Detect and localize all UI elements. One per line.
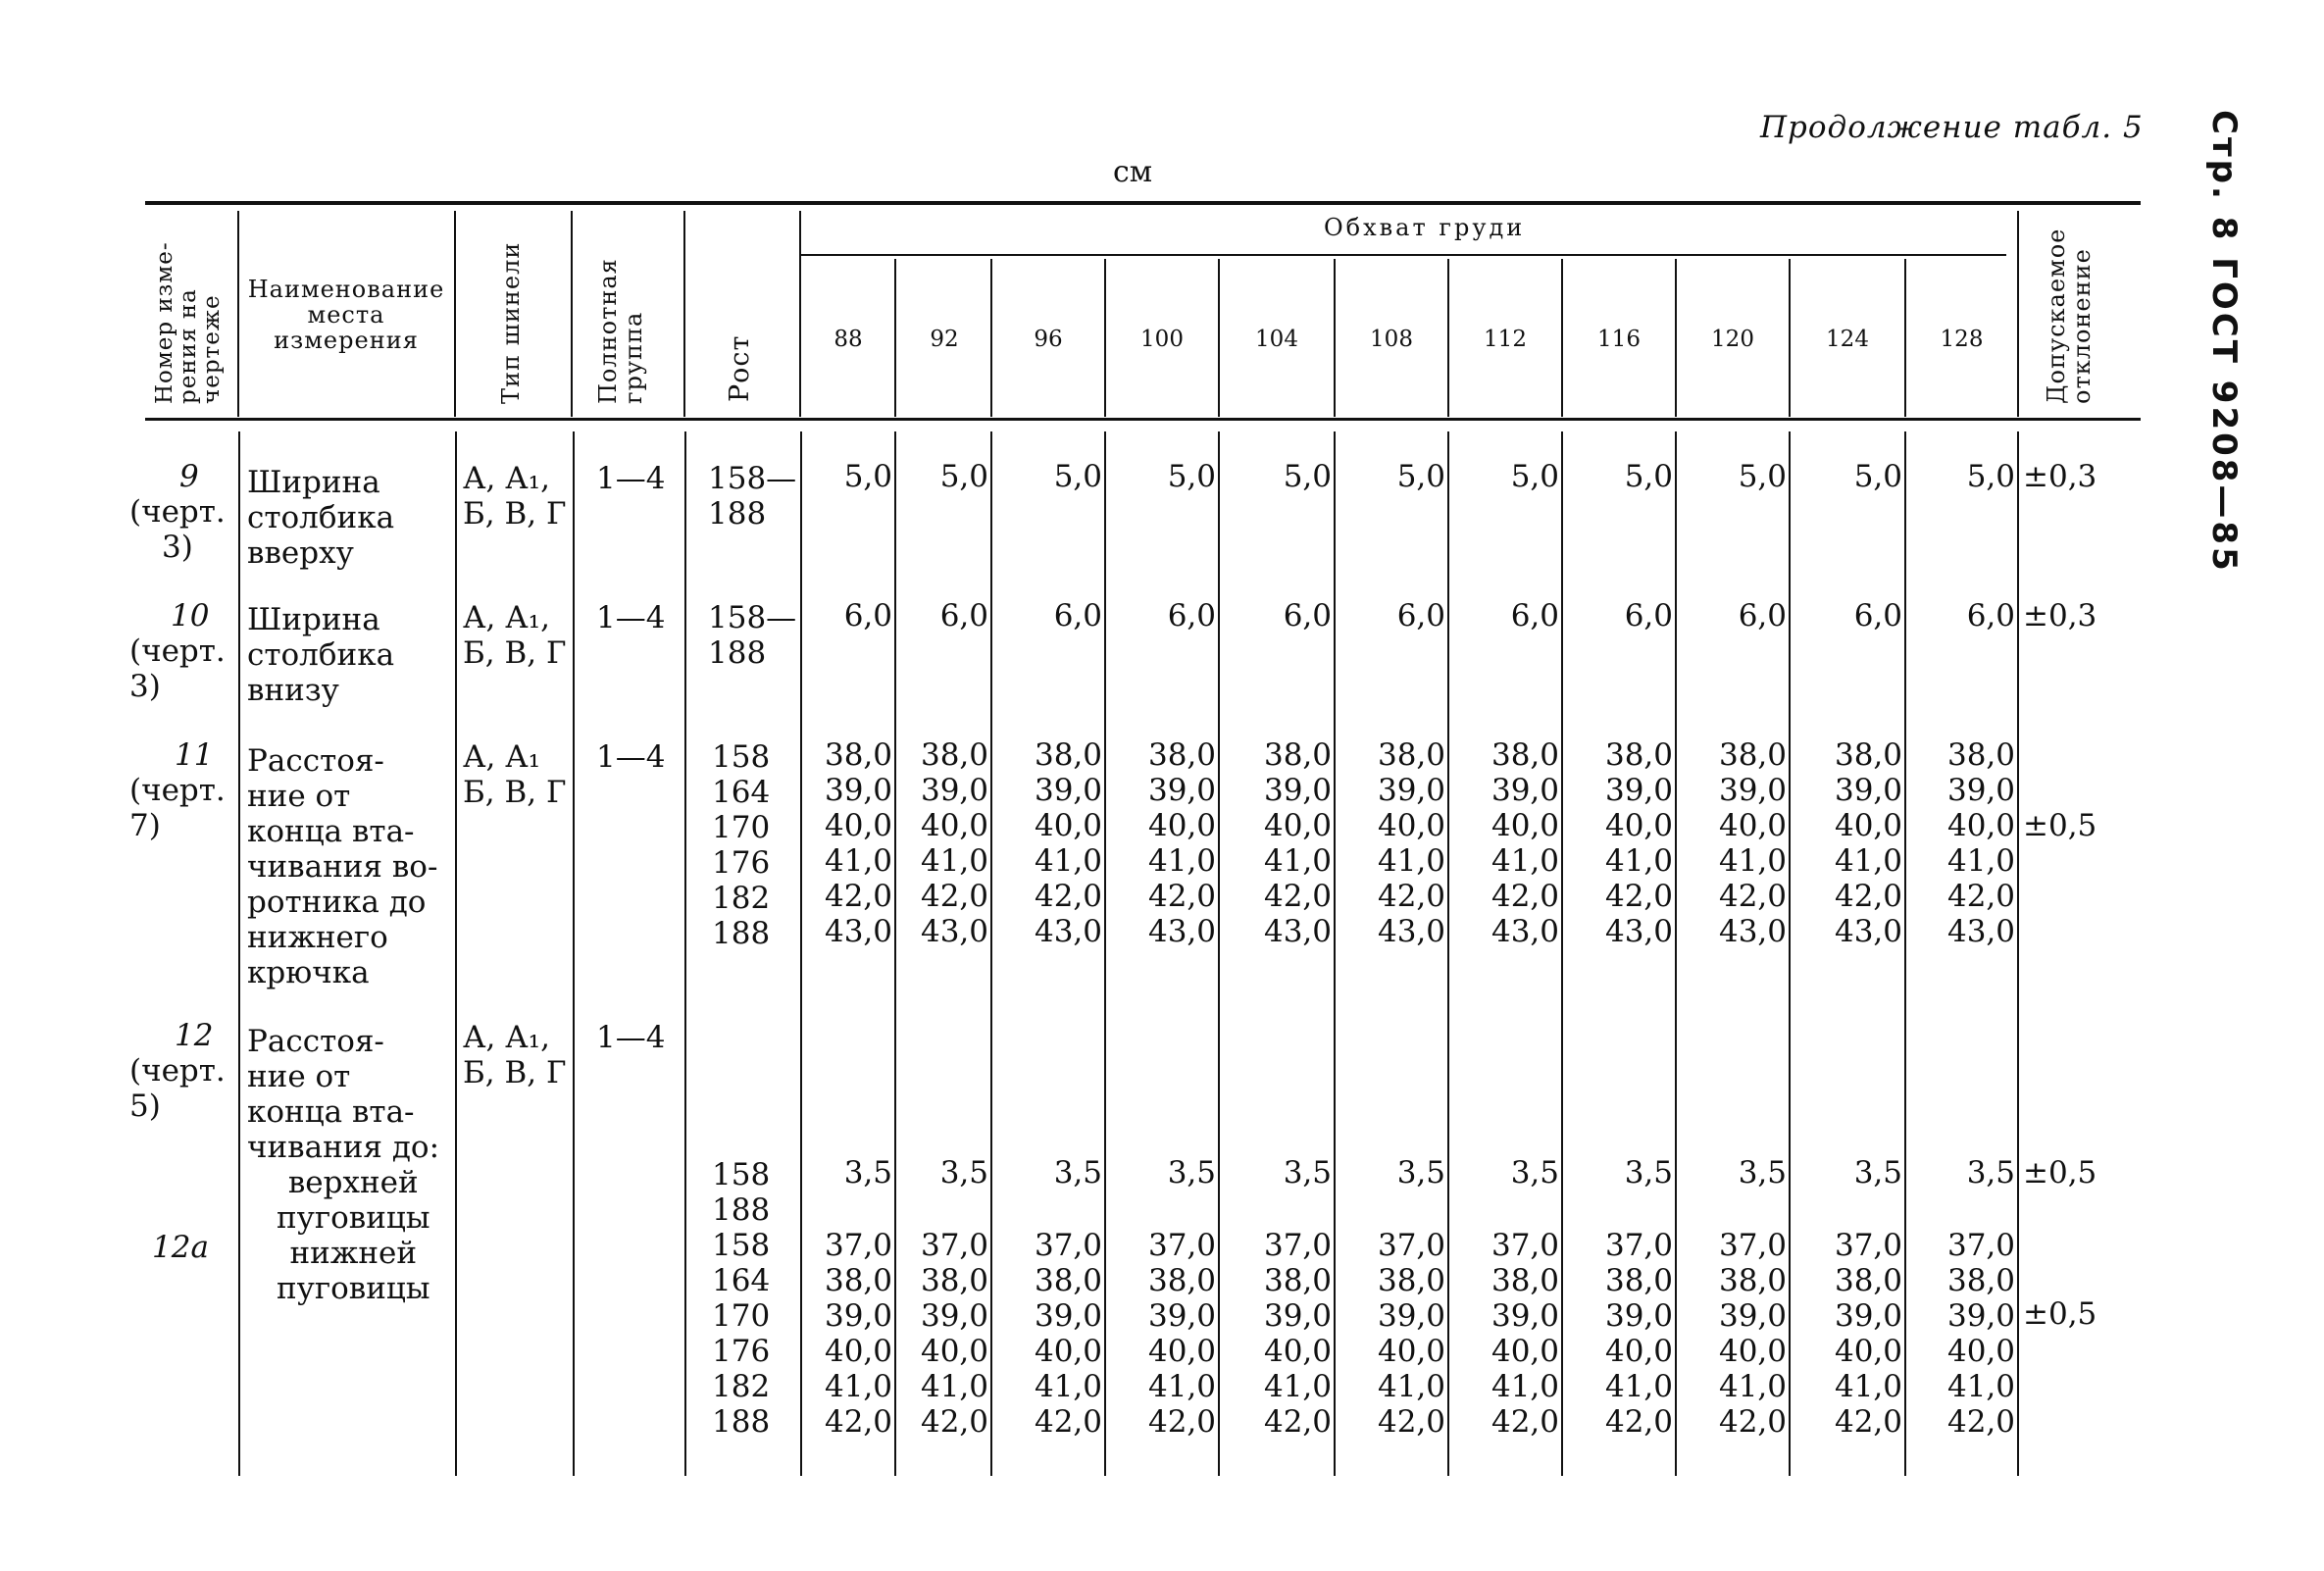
col-line xyxy=(1675,431,1677,1476)
row-12-upper-tolerance: ±0,5 xyxy=(2023,1155,2097,1191)
value-cell: 5,0 xyxy=(1396,459,1445,494)
header-name: Наименование места измерения xyxy=(247,276,445,354)
header-tolerance: Допускаемое отклонение xyxy=(2043,228,2096,404)
chest-size-96: 96 xyxy=(1034,327,1063,352)
col-line xyxy=(1334,431,1336,1476)
row-9-tolerance: ±0,3 xyxy=(2023,459,2097,494)
value-cell: 38,0 39,0 40,0 41,0 42,0 43,0 xyxy=(1147,737,1216,949)
col-line xyxy=(1789,431,1791,1476)
col-line xyxy=(1561,259,1563,417)
chest-size-100: 100 xyxy=(1140,327,1184,352)
continuation-label: Продолжение табл. 5 xyxy=(1760,110,2144,145)
col-line xyxy=(990,259,992,417)
col-line xyxy=(1218,431,1220,1476)
value-cell: 6,0 xyxy=(1510,598,1559,633)
col-line xyxy=(1447,259,1449,417)
row-12-group: 1—4 xyxy=(596,1020,666,1055)
header-height: Рост xyxy=(725,334,755,402)
row-12-name: Расстоя- ние от конца вта- чивания до: xyxy=(247,1024,440,1165)
row-10-name: Ширина столбика внизу xyxy=(247,602,395,708)
value-cell: 6,0 xyxy=(1167,598,1216,633)
value-cell: 5,0 xyxy=(939,459,988,494)
header-type: Тип шинели xyxy=(497,241,525,404)
col-line xyxy=(455,431,457,1476)
value-cell: 37,0 38,0 39,0 40,0 41,0 42,0 xyxy=(1604,1228,1673,1440)
side-page-header: Стр. 8 ГОСТ 9208—85 xyxy=(2204,110,2244,574)
value-cell: 3,5 xyxy=(1510,1155,1559,1191)
value-cell: 37,0 38,0 39,0 40,0 41,0 42,0 xyxy=(824,1228,892,1440)
row-11-tolerance: ±0,5 xyxy=(2023,808,2097,843)
value-cell: 6,0 xyxy=(1053,598,1102,633)
row-11-name: Расстоя- ние от конца вта- чивания во- ротника до нижнего крючка xyxy=(247,743,438,990)
value-cell: 5,0 xyxy=(1510,459,1559,494)
value-cell: 3,5 xyxy=(1283,1155,1332,1191)
value-cell: 5,0 xyxy=(843,459,892,494)
header-group: Полнотная группа xyxy=(594,258,647,404)
value-cell: 5,0 xyxy=(1738,459,1787,494)
chest-size-116: 116 xyxy=(1597,327,1641,352)
col-line xyxy=(1675,259,1677,417)
row-11-type: А, А₁ Б, В, Г xyxy=(463,739,567,810)
value-cell: 6,0 xyxy=(1283,598,1332,633)
row-12a-height: 158 164 170 176 182 188 xyxy=(712,1228,771,1440)
value-cell: 38,0 39,0 40,0 41,0 42,0 43,0 xyxy=(1718,737,1787,949)
value-cell: 37,0 38,0 39,0 40,0 41,0 42,0 xyxy=(1946,1228,2015,1440)
value-cell: 5,0 xyxy=(1283,459,1332,494)
row-9-height: 158— 188 xyxy=(708,461,797,532)
value-cell: 38,0 39,0 40,0 41,0 42,0 43,0 xyxy=(1604,737,1673,949)
row-10-number: 10 xyxy=(171,598,210,633)
value-cell: 6,0 xyxy=(939,598,988,633)
value-cell: 3,5 xyxy=(939,1155,988,1191)
col-line xyxy=(573,431,575,1476)
value-cell: 38,0 39,0 40,0 41,0 42,0 43,0 xyxy=(824,737,892,949)
chest-size-104: 104 xyxy=(1255,327,1298,352)
col-line xyxy=(1104,431,1106,1476)
col-line xyxy=(1334,259,1336,417)
value-cell: 37,0 38,0 39,0 40,0 41,0 42,0 xyxy=(1718,1228,1787,1440)
value-cell: 3,5 xyxy=(1853,1155,1902,1191)
chest-size-108: 108 xyxy=(1370,327,1413,352)
value-cell: 37,0 38,0 39,0 40,0 41,0 42,0 xyxy=(1377,1228,1445,1440)
value-cell: 6,0 xyxy=(843,598,892,633)
row-11-number: 11 xyxy=(175,737,214,773)
col-line xyxy=(1789,259,1791,417)
chest-size-92: 92 xyxy=(930,327,959,352)
col-line xyxy=(990,431,992,1476)
chest-size-128: 128 xyxy=(1940,327,1984,352)
row-12a-tolerance: ±0,5 xyxy=(2023,1296,2097,1332)
value-cell: 37,0 38,0 39,0 40,0 41,0 42,0 xyxy=(920,1228,988,1440)
row-12-type: А, А₁, Б, В, Г xyxy=(463,1020,567,1090)
value-cell: 38,0 39,0 40,0 41,0 42,0 43,0 xyxy=(1034,737,1102,949)
row-12a-number: 12а xyxy=(152,1230,209,1265)
value-cell: 5,0 xyxy=(1966,459,2015,494)
value-cell: 5,0 xyxy=(1853,459,1902,494)
col-line xyxy=(2017,211,2019,417)
value-cell: 3,5 xyxy=(1624,1155,1673,1191)
value-cell: 37,0 38,0 39,0 40,0 41,0 42,0 xyxy=(1490,1228,1559,1440)
col-line xyxy=(894,259,896,417)
value-cell: 3,5 xyxy=(1966,1155,2015,1191)
value-cell: 5,0 xyxy=(1167,459,1216,494)
row-10-group: 1—4 xyxy=(596,600,666,635)
chest-size-124: 124 xyxy=(1826,327,1869,352)
col-line xyxy=(1904,431,1906,1476)
col-line xyxy=(1904,259,1906,417)
header-chest: Обхват груди xyxy=(1324,214,1526,241)
chest-subheader-rule xyxy=(800,254,2006,256)
value-cell: 37,0 38,0 39,0 40,0 41,0 42,0 xyxy=(1834,1228,1902,1440)
table-top-rule xyxy=(145,201,2141,205)
row-12-drawing: (черт. 5) xyxy=(129,1053,226,1124)
value-cell: 37,0 38,0 39,0 40,0 41,0 42,0 xyxy=(1034,1228,1102,1440)
chest-size-120: 120 xyxy=(1711,327,1754,352)
row-9-drawing: (черт. 3) xyxy=(129,494,226,565)
row-10-height: 158— 188 xyxy=(708,600,797,671)
col-line xyxy=(238,431,240,1476)
row-9-number: 9 xyxy=(179,459,199,494)
chest-size-88: 88 xyxy=(834,327,863,352)
value-cell: 38,0 39,0 40,0 41,0 42,0 43,0 xyxy=(1377,737,1445,949)
value-cell: 3,5 xyxy=(1053,1155,1102,1191)
row-12-upper-height: 158 188 xyxy=(712,1157,771,1228)
header-bottom-rule xyxy=(145,418,2141,421)
col-line xyxy=(571,211,573,417)
row-12-upper-name: верхней пуговицы xyxy=(277,1165,430,1236)
value-cell: 6,0 xyxy=(1624,598,1673,633)
col-line xyxy=(799,211,801,417)
value-cell: 6,0 xyxy=(1396,598,1445,633)
row-10-type: А, А₁, Б, В, Г xyxy=(463,600,567,671)
value-cell: 37,0 38,0 39,0 40,0 41,0 42,0 xyxy=(1147,1228,1216,1440)
value-cell: 5,0 xyxy=(1053,459,1102,494)
col-line xyxy=(684,431,686,1476)
chest-size-112: 112 xyxy=(1484,327,1527,352)
value-cell: 6,0 xyxy=(1738,598,1787,633)
row-11-height: 158 164 170 176 182 188 xyxy=(712,739,771,951)
value-cell: 3,5 xyxy=(1396,1155,1445,1191)
col-line xyxy=(1561,431,1563,1476)
row-9-name: Ширина столбика вверху xyxy=(247,465,395,571)
row-12a-name: нижней пуговицы xyxy=(277,1236,430,1306)
col-line xyxy=(1104,259,1106,417)
col-line xyxy=(1447,431,1449,1476)
col-line xyxy=(454,211,456,417)
unit-label: см xyxy=(1113,155,1153,189)
value-cell: 37,0 38,0 39,0 40,0 41,0 42,0 xyxy=(1263,1228,1332,1440)
col-line xyxy=(2017,431,2019,1476)
header-number: Номер изме- рения на чертеже xyxy=(152,241,225,404)
value-cell: 38,0 39,0 40,0 41,0 42,0 43,0 xyxy=(1834,737,1902,949)
value-cell: 38,0 39,0 40,0 41,0 42,0 43,0 xyxy=(1263,737,1332,949)
value-cell: 3,5 xyxy=(1738,1155,1787,1191)
value-cell: 3,5 xyxy=(1167,1155,1216,1191)
value-cell: 5,0 xyxy=(1624,459,1673,494)
row-10-drawing: (черт. 3) xyxy=(129,633,226,704)
value-cell: 3,5 xyxy=(843,1155,892,1191)
row-9-type: А, А₁, Б, В, Г xyxy=(463,461,567,532)
value-cell: 38,0 39,0 40,0 41,0 42,0 43,0 xyxy=(1946,737,2015,949)
row-11-drawing: (черт. 7) xyxy=(129,773,226,843)
col-line xyxy=(683,211,685,417)
row-10-tolerance: ±0,3 xyxy=(2023,598,2097,633)
value-cell: 38,0 39,0 40,0 41,0 42,0 43,0 xyxy=(920,737,988,949)
row-9-group: 1—4 xyxy=(596,461,666,496)
row-11-group: 1—4 xyxy=(596,739,666,775)
col-line xyxy=(1218,259,1220,417)
value-cell: 6,0 xyxy=(1853,598,1902,633)
value-cell: 6,0 xyxy=(1966,598,2015,633)
row-12-number: 12 xyxy=(175,1018,214,1053)
value-cell: 38,0 39,0 40,0 41,0 42,0 43,0 xyxy=(1490,737,1559,949)
